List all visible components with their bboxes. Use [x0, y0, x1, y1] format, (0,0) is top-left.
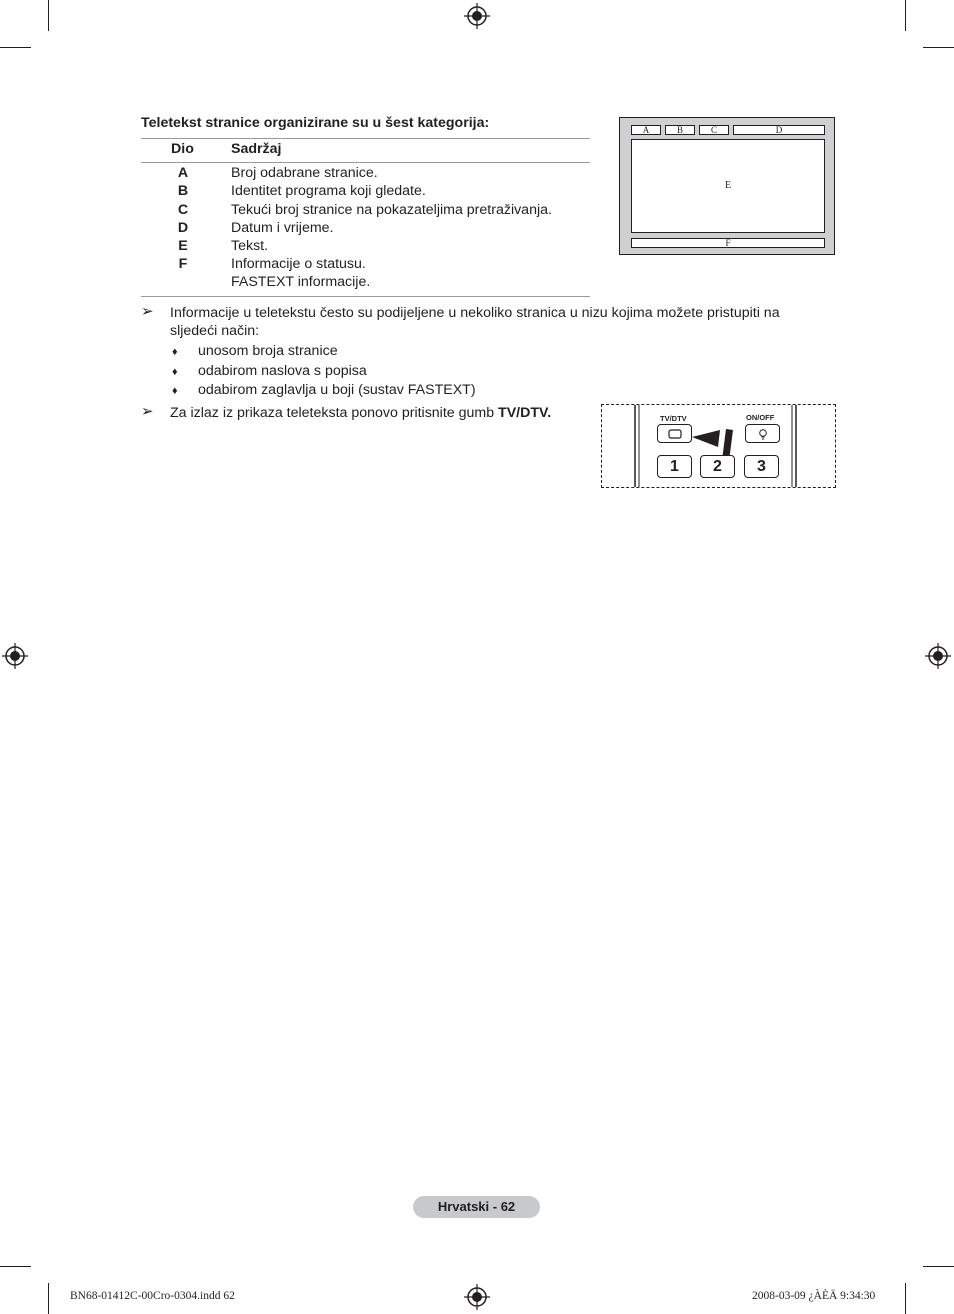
table-top-rule	[141, 138, 590, 139]
number-key-2[interactable]: 2	[700, 455, 735, 478]
power-bulb-icon	[757, 428, 769, 440]
note-line: Informacije u teletekstu često su podijeljene u nekoliko stranica u nizu kojima možete pristupiti na	[170, 305, 780, 321]
tv-dtv-button[interactable]	[657, 424, 692, 443]
diamond-bullet-icon: ♦	[172, 385, 178, 397]
diamond-bullet-icon: ♦	[172, 366, 178, 378]
registration-mark-icon	[925, 643, 951, 669]
table-row-code: B	[177, 183, 189, 199]
screen-field-e	[631, 139, 825, 233]
table-header-rule	[141, 162, 590, 163]
list-item: unosom broja stranice	[198, 343, 338, 359]
number-key-1[interactable]: 1	[657, 455, 692, 478]
screen-field-d: D	[733, 125, 825, 135]
crop-mark	[905, 1283, 906, 1314]
table-row-text: Informacije o statusu.	[231, 256, 366, 272]
tv-icon	[668, 429, 682, 439]
table-header-code: Dio	[171, 141, 194, 157]
table-row-text: Identitet programa koji gledate.	[231, 183, 426, 199]
number-key-3[interactable]: 3	[744, 455, 779, 478]
note-line: sljedeći način:	[170, 323, 260, 339]
exit-note	[170, 404, 551, 422]
table-row-code: D	[177, 220, 189, 236]
registration-mark-icon	[464, 1284, 490, 1310]
table-row-text: Tekući broj stranice na pokazateljima pretraživanja.	[231, 202, 552, 218]
table-bottom-rule	[141, 296, 590, 297]
table-row-text: Datum i vrijeme.	[231, 220, 334, 236]
page-number-badge: Hrvatski - 62	[413, 1196, 540, 1218]
table-row-code: E	[178, 238, 188, 254]
table-row-text: FASTEXT informacije.	[231, 274, 371, 290]
screen-field-e-label: E	[724, 180, 732, 191]
arrow-note-icon: ➢	[141, 303, 154, 320]
crop-mark	[923, 47, 954, 48]
table-header-content: Sadržaj	[231, 141, 282, 157]
power-button[interactable]	[745, 424, 780, 443]
list-item: odabirom zaglavlja u boji (sustav FASTEXT)	[198, 382, 476, 398]
teletext-screen-diagram	[619, 117, 835, 255]
exit-note-button-name: TV/DTV.	[498, 405, 552, 421]
diamond-bullet-icon: ♦	[172, 346, 178, 358]
screen-field-b: B	[665, 125, 695, 135]
table-row-text: Broj odabrane stranice.	[231, 165, 378, 181]
table-row-code: C	[177, 202, 189, 218]
crop-mark	[0, 1266, 31, 1267]
screen-field-a: A	[631, 125, 661, 135]
tv-dtv-label: TV/DTV	[660, 414, 687, 423]
crop-mark	[48, 0, 49, 31]
arrow-note-icon: ➢	[141, 403, 154, 420]
exit-note-text: Za izlaz iz prikaza teleteksta ponovo pritisnite gumb	[170, 405, 499, 421]
screen-field-c: C	[699, 125, 729, 135]
table-row-code: A	[177, 165, 189, 181]
registration-mark-icon	[464, 3, 490, 29]
table-row-code: F	[178, 256, 188, 272]
list-item: odabirom naslova s popisa	[198, 363, 367, 379]
on-off-label: ON/OFF	[746, 413, 775, 422]
intro-heading: Teletekst stranice organizirane su u šest kategorija:	[141, 115, 490, 131]
crop-mark	[905, 0, 906, 31]
print-timestamp: 2008-03-09 ¿ÀÈÄ 9:34:30	[752, 1290, 876, 1302]
screen-field-f: F	[631, 238, 825, 248]
crop-mark	[923, 1266, 954, 1267]
file-slug: BN68-01412C-00Cro-0304.indd 62	[70, 1290, 235, 1302]
crop-mark	[0, 47, 31, 48]
remote-illustration	[601, 404, 836, 488]
crop-mark	[48, 1283, 49, 1314]
table-row-text: Tekst.	[231, 238, 269, 254]
registration-mark-icon	[2, 643, 28, 669]
